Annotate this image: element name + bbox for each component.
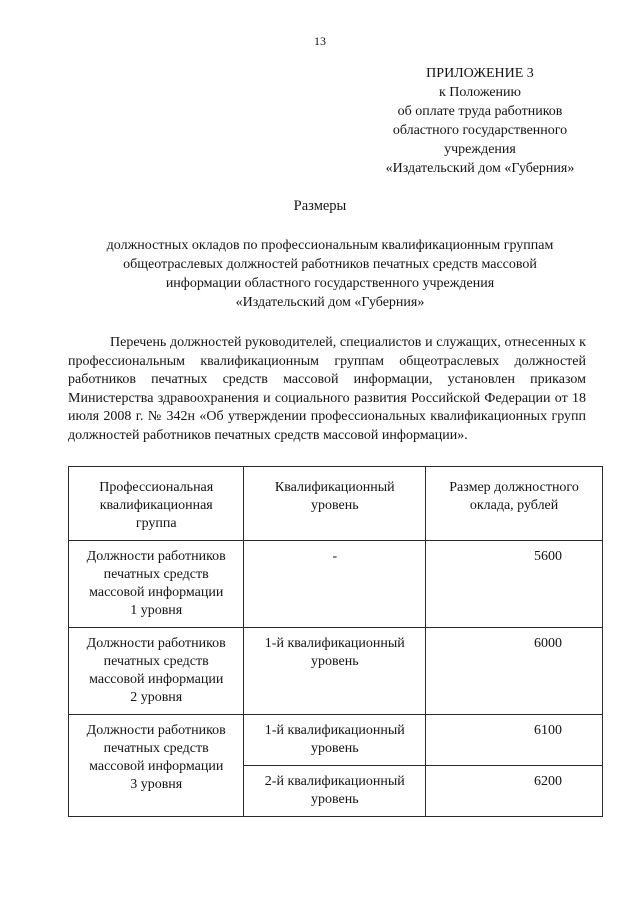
cell-text: -	[332, 549, 338, 564]
cell-text: массовой информации	[89, 585, 224, 600]
header-text: Профессиональная	[99, 480, 214, 495]
appendix-line: ПРИЛОЖЕНИЕ 3	[426, 66, 534, 81]
cell-text: 5600	[534, 549, 562, 564]
cell-text: массовой информации	[89, 672, 224, 687]
document-subtitle	[70, 236, 590, 312]
subtitle-line: «Издательский дом «Губерния»	[235, 295, 425, 310]
cell-text: 6200	[534, 774, 562, 789]
level-cell	[244, 766, 426, 817]
appendix-line: к Положению	[438, 85, 521, 100]
subtitle-line: информации областного государственного учреждения	[165, 276, 495, 291]
header-text: Размер должностного	[449, 480, 579, 495]
table-row	[69, 628, 603, 715]
cell-text: 2-й квалификационный	[264, 774, 405, 789]
appendix-header	[360, 64, 600, 178]
salary-cell	[426, 766, 603, 817]
table-row	[69, 541, 603, 628]
header-text: квалификационная	[99, 498, 213, 513]
cell-text: уровень	[310, 741, 359, 756]
cell-text: массовой информации	[89, 759, 224, 774]
header-group	[69, 467, 244, 541]
appendix-line: об оплате труда работников	[397, 104, 563, 119]
cell-text: 1-й квалификационный	[264, 636, 405, 651]
header-salary	[426, 467, 603, 541]
header-level	[244, 467, 426, 541]
table-header-row	[69, 467, 603, 541]
subtitle-line: общеотраслевых должностей работников печатных средств массовой	[123, 257, 537, 272]
cell-text: уровень	[310, 654, 359, 669]
group-name-cell	[69, 628, 244, 715]
salary-cell	[426, 715, 603, 766]
level-cell	[244, 628, 426, 715]
cell-text: 6000	[534, 636, 562, 651]
appendix-line: областного государственного	[392, 123, 568, 138]
appendix-line: «Издательский дом «Губерния»	[385, 161, 575, 176]
cell-text: 3 уровня	[130, 777, 183, 792]
cell-text: Должности работников	[86, 723, 226, 738]
salary-table	[68, 466, 603, 817]
cell-text: 1 уровня	[130, 603, 183, 618]
document-title: Размеры	[293, 198, 347, 214]
salary-cell	[426, 541, 603, 628]
table-row	[69, 715, 603, 766]
level-cell	[244, 715, 426, 766]
subtitle-line: должностных окладов по профессиональным квалификационным группам	[106, 238, 554, 253]
group-name-cell	[69, 715, 244, 817]
group-name-cell	[69, 541, 244, 628]
cell-text: Должности работников	[86, 549, 226, 564]
salary-cell	[426, 628, 603, 715]
header-text: уровень	[310, 498, 359, 513]
cell-text: 1-й квалификационный	[264, 723, 405, 738]
cell-text: 2 уровня	[130, 690, 183, 705]
cell-text: печатных средств	[103, 741, 209, 756]
cell-text: 6100	[534, 723, 562, 738]
cell-text: печатных средств	[103, 654, 209, 669]
header-text: группа	[135, 516, 177, 531]
cell-text: Должности работников	[86, 636, 226, 651]
intro-paragraph: Перечень должностей руководителей, специалистов и служащих, отнесенных к профессиональным квалификационным группам общеотраслевых должностей работников печатных средств массовой информации, установлен приказом Министерства здравоохранения и социального развития Российской Федерации от 18 июля 2008 г. № 342н «Об утверждении профессиональных квалификационных групп должностей работников печатных средств массовой информации».	[68, 335, 586, 443]
header-text: оклада, рублей	[469, 498, 559, 513]
cell-text: уровень	[310, 792, 359, 807]
page-number: 13	[314, 34, 326, 48]
header-text: Квалификационный	[274, 480, 395, 495]
appendix-line: учреждения	[444, 142, 516, 157]
cell-text: печатных средств	[103, 567, 209, 582]
level-cell	[244, 541, 426, 628]
